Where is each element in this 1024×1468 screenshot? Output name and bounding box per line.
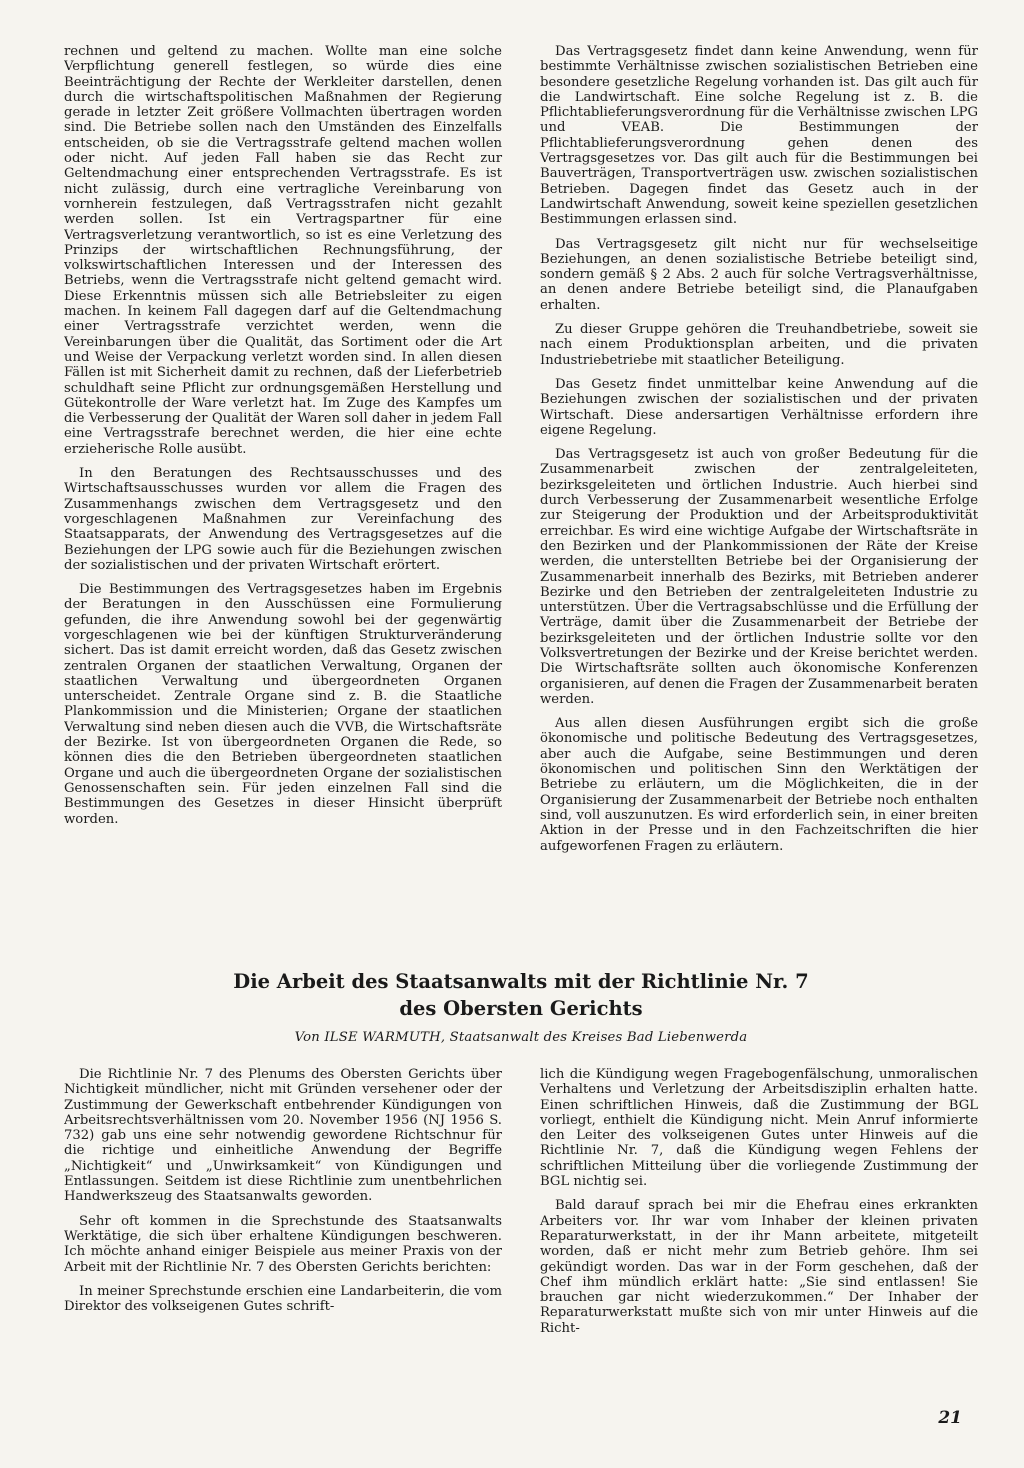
paragraph: Das Gesetz findet unmittelbar keine Anwendung auf die Beziehungen zwischen der sozialistischen und der privaten Wirtschaft. Diese andersartigen Verhältnisse erfordern ihre eigene Regelung. — [540, 376, 978, 438]
previous-article-right-column — [540, 44, 978, 954]
paragraph: Das Vertragsgesetz gilt nicht nur für wechselseitige Beziehungen, an denen sozialistische Betriebe beteiligt sind, sondern gemäß § 2 Abs. 2 auch für solche Vertragsverhältnisse, an denen andere Betriebe beteiligt sind, die Planaufgaben erhalten. — [540, 236, 978, 313]
paragraph: lich die Kündigung wegen Fragebogenfälschung, unmoralischen Verhaltens und Verletzung der Arbeitsdisziplin erhalten hatte. Einen schriftlichen Hinweis, daß die Zustimmung der BGL vorliegt, enthielt die Kündigung nicht. Mein Anruf informierte den Leiter des volkseigenen Gutes unter Hinweis auf die Richtlinie Nr. 7, daß die Kündigung wegen Fehlens der schriftlichen Mitteilung über die vorliegende Zustimmung der BGL nichtig sei. — [540, 1067, 978, 1190]
article-byline: Von ILSE WARMUTH, Staatsanwalt des Kreises Bad Liebenwerda — [294, 1030, 748, 1045]
previous-article-left-column — [64, 44, 502, 954]
paragraph: In den Beratungen des Rechtsausschusses und des Wirtschaftsausschusses wurden vor allem die Fragen des Zusammenhangs zwischen dem Vertragsgesetz und den vorgeschlagenen Maßnahmen zur Vereinfachung des Staatsapparats, der Anwendung des Vertragsgesetzes auf die Beziehungen der LPG sowie auch für die Beziehungen zwischen der sozialistischen und der privaten Wirtschaft erörtert. — [64, 466, 502, 573]
article-heading — [64, 968, 978, 1045]
paragraph: Die Richtlinie Nr. 7 des Plenums des Obersten Gerichts über Nichtigkeit mündlicher, nicht mit Gründen versehener oder der Zustimmung der Gewerkschaft entbehrender Kündigungen von Arbeitsrechtsverhältnissen vom 20. November 1956 (NJ 1956 S. 732) gab uns eine sehr notwendig gewordene Richtschnur für die richtige und einheitliche Anwendung der Begriffe „Nichtigkeit“ und „Unwirksamkeit“ von Kündigungen und Entlassungen. Seitdem ist diese Richtlinie zum unentbehrlichen Handwerkszeug des Staatsanwalts geworden. — [64, 1067, 502, 1205]
paragraph: In meiner Sprechstunde erschien eine Landarbeiterin, die vom Direktor des volkseigenen Gutes schrift- — [64, 1283, 502, 1315]
paragraph: rechnen und geltend zu machen. Wollte man eine solche Verpflichtung generell festlegen, so würde dies eine Beeinträchtigung der Rechte der Werkleiter darstellen, denen durch die wirtschaftspolitischen Maßnahmen der Regierung gerade in letzter Zeit größere Vollmachten übertragen worden sind. Die Betriebe sollen nach den Umständen des Einzelfalls entscheiden, ob sie die Vertragsstrafe geltend machen wollen oder nicht. Auf jeden Fall haben sie das Recht zur Geltendmachung einer entsprechenden Vertragsstrafe. Es ist nicht zulässig, durch eine vertragliche Vereinbarung von vornherein festzulegen, daß Vertragsstrafen nicht gezahlt werden sollen. Ist ein Vertragspartner für eine Vertragsverletzung verantwortlich, so ist es eine Verletzung des Prinzips der wirtschaftlichen Rechnungsführung, der volkswirtschaftlichen Interessen und der Interessen des Betriebs, wenn die Vertragsstrafe nicht geltend gemacht wird. Diese Erkenntnis müssen sich alle Betriebsleiter zu eigen machen. In keinem Fall dagegen darf auf die Geltendmachung einer Vertragsstrafe verzichtet werden, wenn die Vereinbarungen über die Qualität, das Sortiment oder die Art und Weise der Verpackung verletzt worden sind. In allen diesen Fällen ist mit Sicherheit damit zu rechnen, daß der Lieferbetrieb schuldhaft seine Pflicht zur ordnungsgemäßen Herstellung und Gütekontrolle der Ware verletzt hat. Im Zuge des Kampfes um die Verbesserung der Qualität der Waren soll daher in jedem Fall eine Vertragsstrafe berechnet werden, die hier eine echte erzieherische Rolle ausübt. — [64, 44, 502, 457]
new-article-columns — [64, 1067, 978, 1439]
article-title — [64, 968, 978, 1022]
paragraph: Bald darauf sprach bei mir die Ehefrau eines erkrankten Arbeiters vor. Ihr war vom Inhaber der kleinen privaten Reparaturwerkstatt, in der ihr Mann arbeitete, mitgeteilt worden, daß er nicht mehr zum Betrieb gehöre. Ihm sei gekündigt worden. Das war in der Form geschehen, daß der Chef ihm mündlich erklärt hatte: „Sie sind entlassen! Sie brauchen gar nicht wiederzukommen.“ Der Inhaber der Reparaturwerkstatt mußte sich von mir unter Hinweis auf die Richt- — [540, 1198, 978, 1336]
paragraph: Aus allen diesen Ausführungen ergibt sich die große ökonomische und politische Bedeutung des Vertragsgesetzes, aber auch die Aufgabe, seine Bestimmungen und deren ökonomischen und politischen Sinn den Werktätigen der Betriebe zu erläutern, um die Möglichkeiten, die in der Organisierung der Zusammenarbeit der Betriebe noch enthalten sind, voll auszunutzen. Es wird erforderlich sein, in einer breiten Aktion in der Presse und in den Fachzeitschriften die hier aufgeworfenen Fragen zu erläutern. — [540, 716, 978, 854]
previous-article-columns — [64, 44, 978, 954]
article-title-line-2: des Obersten Gerichts — [399, 997, 643, 1020]
paragraph: Die Bestimmungen des Vertragsgesetzes haben im Ergebnis der Beratungen in den Ausschüssen eine Formulierung gefunden, die ihre Anwendung sowohl bei der gegenwärtig vorgeschlagenen wie bei der künftigen Strukturveränderung sichert. Das ist damit erreicht worden, daß das Gesetz zwischen zentralen Organen der staatlichen Verwaltung, Organen der staatlichen Verwaltung und übergeordneten Organen unterscheidet. Zentrale Organe sind z. B. die Staatliche Plankommission und die Ministerien; Organe der staatlichen Verwaltung sind neben diesen auch die VVB, die Wirtschaftsräte der Bezirke. Ist von übergeordneten Organen die Rede, so können dies die den Betrieben übergeordneten staatlichen Organe und auch die übergeordneten Organe der sozialistischen Genossenschaften sein. Für jeden einzelnen Fall sind die Bestimmungen des Gesetzes in dieser Hinsicht überprüft worden. — [64, 582, 502, 827]
article-title-line-1: Die Arbeit des Staatsanwalts mit der Richtlinie Nr. 7 — [233, 970, 809, 993]
paragraph: Zu dieser Gruppe gehören die Treuhandbetriebe, soweit sie nach einem Produktionsplan arbeiten, und die privaten Industriebetriebe mit staatlicher Beteiligung. — [540, 322, 978, 368]
paragraph: Das Vertragsgesetz findet dann keine Anwendung, wenn für bestimmte Verhältnisse zwischen sozialistischen Betrieben eine besondere gesetzliche Regelung vorhanden ist. Das gilt auch für die Landwirtschaft. Eine solche Regelung ist z. B. die Pflichtablieferungsverordnung für die Verhältnisse zwischen LPG und VEAB. Die Bestimmungen der Pflichtablieferungsverordnung gehen denen des Vertragsgesetzes vor. Das gilt auch für die Bestimmungen bei Bauverträgen, Transportverträgen usw. zwischen sozialistischen Betrieben. Dagegen findet das Gesetz auch in der Landwirtschaft Anwendung, soweit keine speziellen gesetzlichen Bestimmungen erlassen sind. — [540, 44, 978, 228]
new-article-right-column — [540, 1067, 978, 1439]
paragraph: Das Vertragsgesetz ist auch von großer Bedeutung für die Zusammenarbeit zwischen der zentralgeleiteten, bezirksgeleiteten und örtlichen Industrie. Auch hierbei sind durch Verbesserung der Zusammenarbeit wesentliche Erfolge zur Steigerung der Produktion und der Arbeitsproduktivität erreichbar. Es wird eine wichtige Aufgabe der Wirtschaftsräte in den Bezirken und der Plankommissionen der Räte der Kreise werden, die unterstellten Betriebe bei der Organisierung der Zusammenarbeit innerhalb des Bezirks, mit Betrieben anderer Bezirke und den Betrieben der zentralgeleiteten Industrie zu unterstützen. Über die Vertragsabschlüsse und die Erfüllung der Verträge, damit über die Zusammenarbeit der Betriebe der bezirksgeleiteten und der örtlichen Industrie sollte vor den Volksvertretungen der Bezirke und der Kreise berichtet werden. Die Wirtschaftsräte sollten auch ökonomische Konferenzen organisieren, auf denen die Fragen der Zusammenarbeit beraten werden. — [540, 447, 978, 707]
paragraph: Sehr oft kommen in die Sprechstunde des Staatsanwalts Werktätige, die sich über erhaltene Kündigungen beschweren. Ich möchte anhand einiger Beispiele aus meiner Praxis von der Arbeit mit der Richtlinie Nr. 7 des Obersten Gerichts berichten: — [64, 1213, 502, 1275]
new-article-left-column — [64, 1067, 502, 1439]
page-number: 21 — [938, 1408, 962, 1428]
